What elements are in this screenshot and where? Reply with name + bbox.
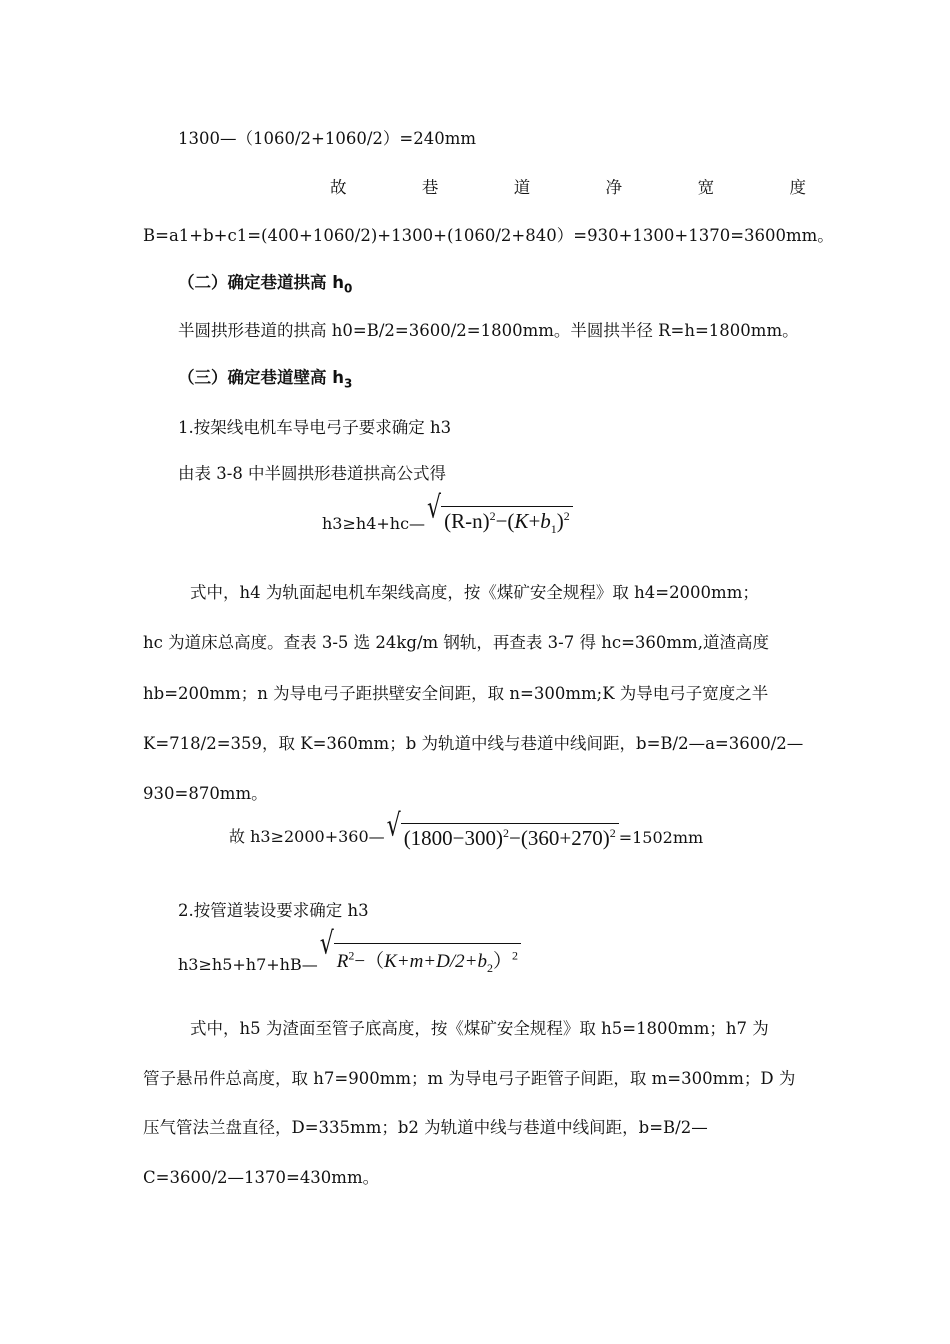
section-heading-3-sub: 3 (344, 376, 353, 391)
f1-var: K (514, 509, 529, 533)
formula-1 (322, 490, 573, 537)
f1-part: −( (495, 509, 515, 533)
formula-2-radicand (401, 823, 619, 851)
section-heading-3 (178, 367, 352, 394)
para-1-line-2: hc 为道床总高度。查表 3-5 选 24kg/m 钢轨，再查表 3-7 得 hc=360mm,道渣高度 (143, 633, 769, 652)
formula-3 (178, 927, 521, 976)
text-line-5: 半圆拱形巷道的拱高 h0=B/2=3600/2=1800mm。半圆拱半径 R=h=1800mm。 (178, 321, 799, 340)
sqrt-sign: √ $R^2-(K+m+D/2+b_2)^2$ (320, 943, 521, 976)
f3-sub: 2 (486, 960, 493, 975)
sqrt-sign: √ $(1800-300)^2-(360+270)^2$ (387, 823, 619, 851)
f2-part: −(360+270) (509, 826, 610, 850)
spread-heading (330, 174, 806, 198)
text-line-7: 1.按架线电机车导电弓子要求确定 h3 (178, 418, 452, 437)
para-1-line-3: hb=200mm；n 为导电弓子距拱壁安全间距，取 n=300mm;K 为导电弓子宽度之半 (143, 684, 769, 703)
f1-exp: 2 (563, 509, 570, 523)
formula-3-prefix: h3≥h5+h7+hB— (178, 954, 318, 974)
f1-sub: 1 (550, 522, 557, 537)
f1-part: ) (556, 509, 564, 533)
f3-part: −（ (354, 951, 385, 972)
text-line-3: B=a1+b+c1=(400+1060/2)+1300+(1060/2+840）=930+1300+1370=3600mm。 (143, 226, 834, 245)
spread-char: 巷 (421, 178, 439, 197)
f2-part: (1800−300) (403, 826, 504, 850)
f3-part: ） (492, 951, 512, 972)
para-2-line-2: 管子悬吊件总高度，取 h7=900mm；m 为导电弓子距管子间距，取 m=300mm；D 为 (143, 1069, 796, 1088)
para-1-line-4: K=718/2=359，取 K=360mm；b 为轨道中线与巷道中线间距，b=B/2—a=3600/2— (143, 734, 804, 753)
section-heading-2 (178, 272, 352, 299)
section-heading-2-text: （二）确定巷道拱高 h (178, 273, 344, 292)
para-1-line-1: 式中，h4 为轨面起电机车架线高度，按《煤矿安全规程》取 h4=2000mm； (190, 583, 759, 602)
para-2-line-1: 式中，h5 为渣面至管子底高度，按《煤矿安全规程》取 h5=1800mm；h7 为 (190, 1019, 769, 1038)
formula-2-prefix: 故 h3≥2000+360— (229, 827, 385, 846)
f3-exp: 2 (511, 948, 518, 963)
section-heading-2-sub: 0 (344, 281, 353, 296)
f1-part: (R-n) (444, 509, 490, 533)
text-line-10: 2.按管道装设要求确定 h3 (178, 901, 369, 920)
f2-exp: 2 (609, 826, 616, 840)
para-2-line-3: 压气管法兰盘直径，D=335mm；b2 为轨道中线与巷道中线间距，b=B/2— (143, 1118, 708, 1137)
spread-char: 故 (330, 178, 347, 197)
para-2-line-4: C=3600/2—1370=430mm。 (143, 1168, 380, 1187)
sqrt-sign: √ $(R-n)^2-(K+b_1)^2$ (427, 506, 573, 537)
para-1-line-5: 930=870mm。 (143, 784, 268, 803)
f1-exp: 2 (489, 509, 496, 523)
f1-part: + (528, 509, 541, 533)
section-heading-3-text: （三）确定巷道壁高 h (178, 368, 344, 387)
f3-var: R (336, 951, 349, 972)
formula-2-suffix: =1502mm (618, 828, 704, 847)
formula-1-radicand (441, 506, 573, 537)
spread-char: 净 (605, 178, 623, 197)
f3-var: K+m+D/2+b (384, 951, 487, 972)
spread-char: 道 (513, 178, 531, 197)
f2-exp: 2 (503, 826, 510, 840)
f3-exp: 2 (348, 948, 355, 963)
text-line-8: 由表 3-8 中半圆拱形巷道拱高公式得 (178, 464, 447, 483)
text-line-1: 1300—（1060/2+1060/2）=240mm (178, 129, 477, 148)
f1-var: b (540, 509, 551, 533)
formula-1-prefix: h3≥h4+hc— (322, 514, 426, 534)
formula-3-radicand (334, 943, 521, 976)
spread-char: 宽 (697, 178, 715, 197)
spread-char: 度 (789, 178, 806, 197)
formula-2 (229, 809, 704, 851)
